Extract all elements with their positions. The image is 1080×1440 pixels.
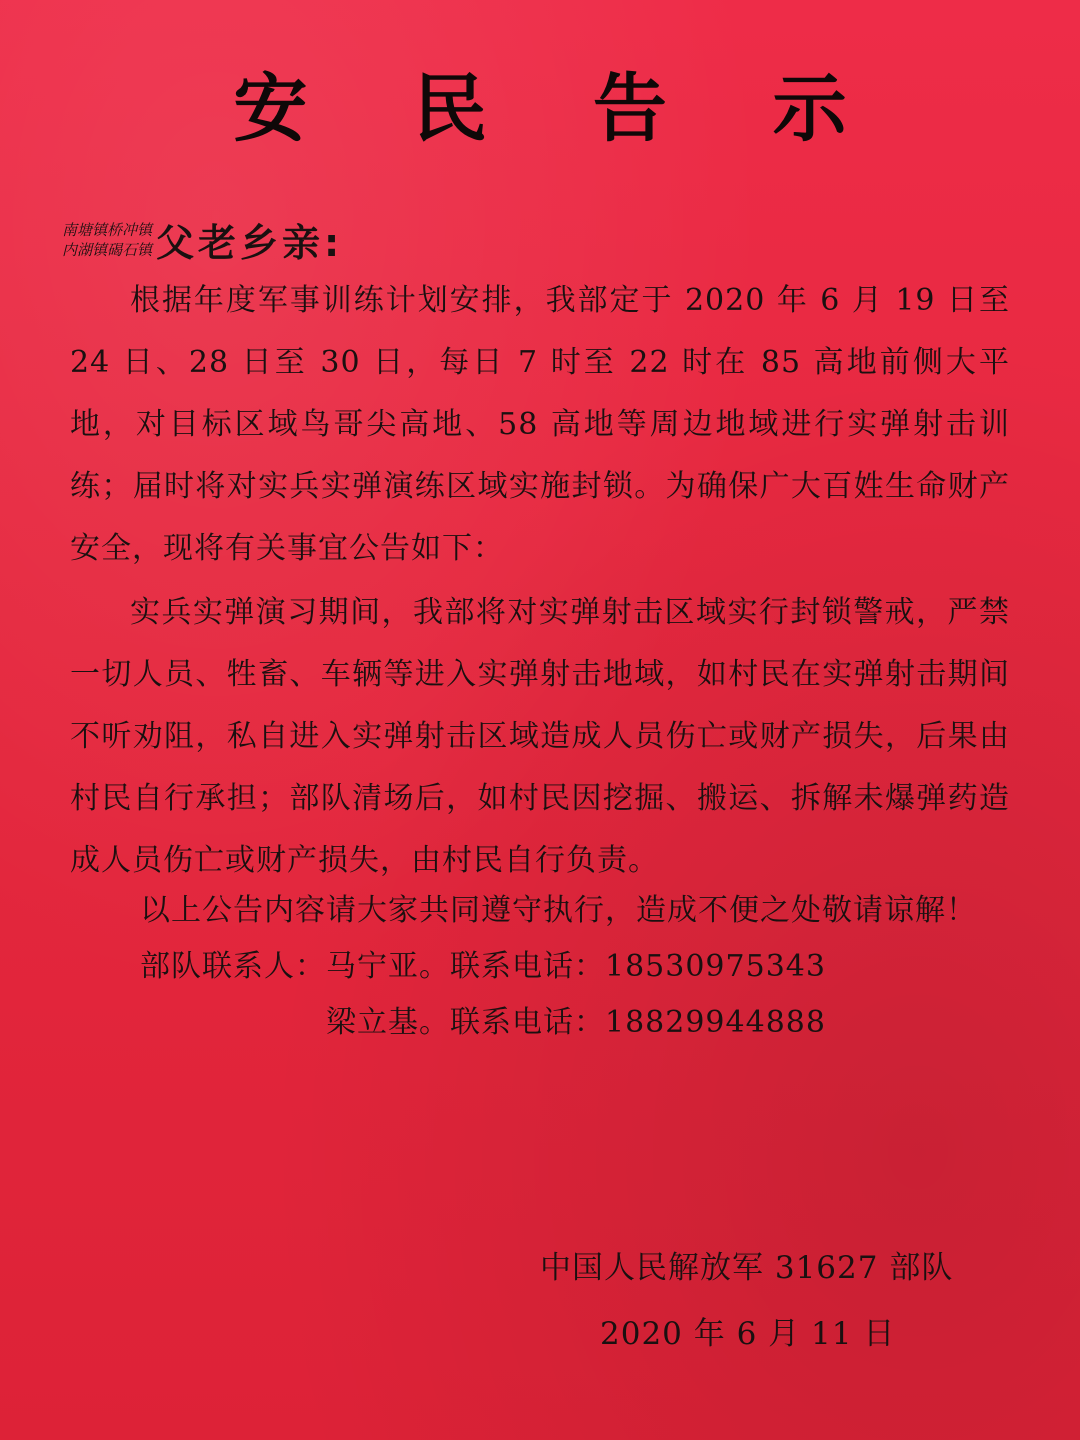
notice-body bbox=[70, 270, 1010, 892]
issue-date: 2020 年 6 月 11 日 bbox=[600, 1316, 896, 1352]
closing-text: 以上公告内容请大家共同遵守执行，造成不便之处敬请谅解！ bbox=[140, 893, 977, 928]
paragraph: 实兵实弹演习期间，我部将对实弹射击区域实行封锁警戒，严禁一切人员、牲畜、车辆等进入实弹射击地域，如村民在实弹射击期间不听劝阻，私自进入实弹射击区域造成人员伤亡或财产损失，后果由村民自行承担；部队清场后，如村民因挖掘、搬运、拆解未爆弹药造成人员伤亡或财产损失，由村民自行负责。 bbox=[70, 595, 1010, 878]
contact-line: 部队联系人：马宁亚。联系电话：18530975343 bbox=[140, 949, 826, 984]
town-line: 内湖镇碣石镇 bbox=[62, 240, 153, 259]
town-list bbox=[62, 220, 152, 260]
closing-block bbox=[140, 883, 977, 1051]
notice-title: 安 民 告 示 bbox=[233, 66, 887, 152]
contact-line: 梁立基。联系电话：18829944888 bbox=[326, 1005, 826, 1040]
paragraph: 根据年度军事训练计划安排，我部定于 2020 年 6 月 19 日至 24 日、28 日至 30 日，每日 7 时至 22 时在 85 高地前侧大平地，对目标区域鸟哥尖高地、58 高地等周边地域进行实弹射击训练；届时将对实兵实弹演练区域实施封锁。为确保广大百姓生命财产安全，现将有关事宜公告如下： bbox=[70, 283, 1010, 566]
greeting: 父老乡亲: bbox=[156, 221, 344, 265]
issuer: 中国人民解放军 31627 部队 bbox=[540, 1250, 954, 1286]
town-line: 南塘镇桥冲镇 bbox=[62, 220, 153, 239]
salutation bbox=[62, 212, 343, 267]
signature-block bbox=[540, 1235, 953, 1367]
